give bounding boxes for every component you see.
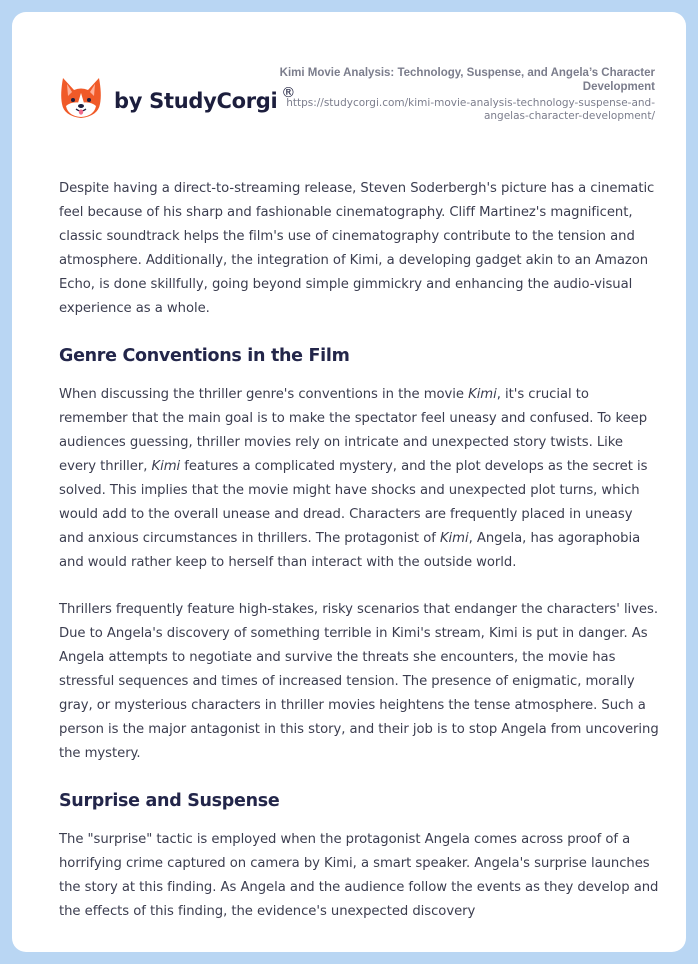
corgi-logo-icon <box>60 76 102 120</box>
studycorgi-logo[interactable] <box>60 76 295 120</box>
document-url[interactable]: https://studycorgi.com/kimi-movie-analysis-technology-suspense-and-angelas-character-development/ <box>286 97 655 122</box>
genre-paragraph-2: Thrillers frequently feature high-stakes, risky scenarios that endanger the characters' lives. Due to Angela's discovery of something terrible in Kimi's stream, Kimi is put in danger. As Angela attempts to negotiate and survive the threats she encounters, the movie has stressful sequences and times of increased tension. The presence of enigmatic, morally gray, or mysterious characters in thriller movies heightens the tense atmosphere. Such a person is the major antagonist in this story, and their job is to stop Angela from uncovering the mystery. <box>59 602 659 761</box>
registered-mark: ® <box>281 85 296 101</box>
document-card <box>12 12 686 952</box>
article-body <box>59 177 659 947</box>
section-heading-genre: Genre Conventions in the Film <box>59 346 350 366</box>
document-meta <box>275 66 655 123</box>
suspense-paragraph-1: The "surprise" tactic is employed when the protagonist Angela comes across proof of a horrifying crime captured on camera by Kimi, a smart speaker. Angela's surprise launches the story at this finding. As Angela and the audience follow the events as they develop and the effects of this finding, the evidence's unexpected discovery <box>59 832 659 919</box>
genre-paragraph-1: When discussing the thriller genre's conventions in the movie Kimi, it's crucial to remember that the main goal is to make the spectator feel uneasy and confused. To keep audiences guessing, thriller movies rely on intricate and unexpected story twists. Like every thriller, Kimi features a complicated mystery, and the plot develops as the secret is solved. This implies that the movie might have shocks and unexpected plot turns, which would add to the overall unease and dread. Characters are frequently placed in uneasy and anxious circumstances in thrillers. The protagonist of Kimi, Angela, has agoraphobia and would rather keep to herself than interact with the outside world. <box>59 387 648 570</box>
intro-paragraph: Despite having a direct-to-streaming release, Steven Soderbergh's picture has a cinematic feel because of his sharp and fashionable cinematography. Cliff Martinez's magnificent, classic soundtrack helps the film's use of cinematography contribute to the tension and atmosphere. Additionally, the integration of Kimi, a developing gadget akin to an Amazon Echo, is done skillfully, going beyond simple gimmickry and enhancing the audio-visual experience as a whole. <box>59 181 655 316</box>
document-title: Kimi Movie Analysis: Technology, Suspense, and Angela’s Character Development <box>279 67 655 93</box>
document-header <box>12 12 686 152</box>
section-heading-suspense: Surprise and Suspense <box>59 791 280 811</box>
brand-name: by StudyCorgi ® <box>114 85 296 113</box>
